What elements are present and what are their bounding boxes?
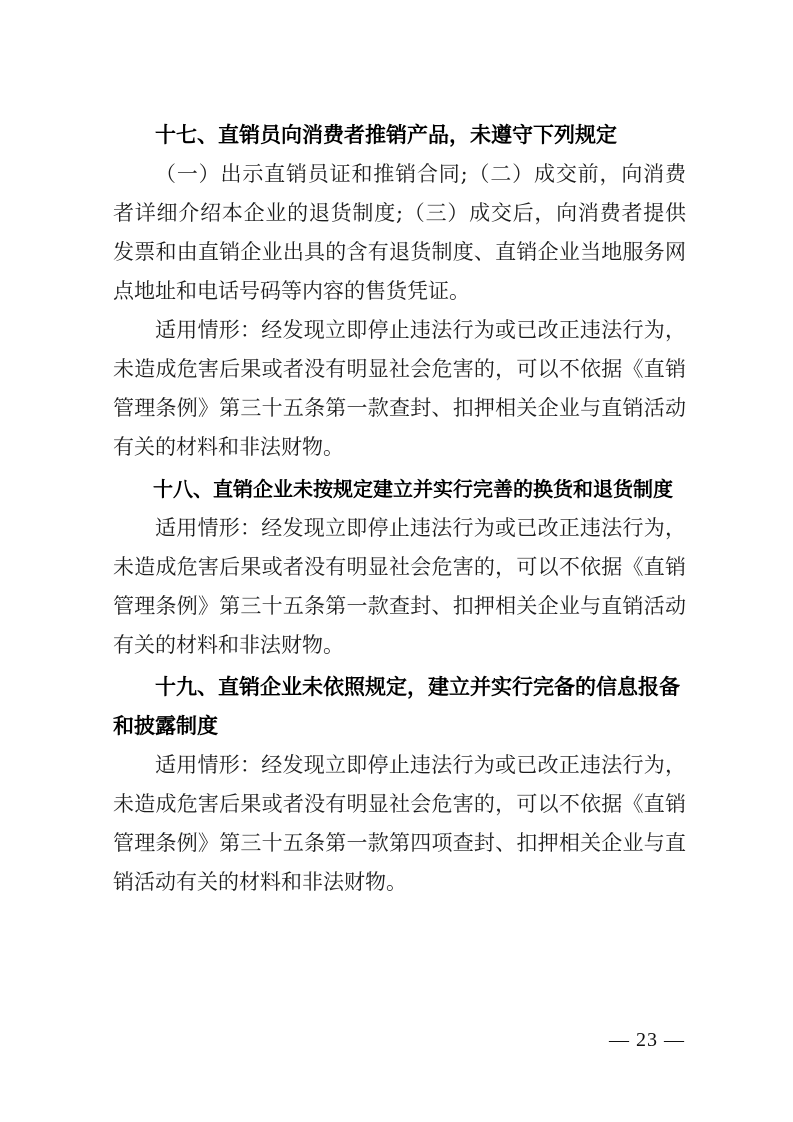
section-19-paragraph-1: 适用情形：经发现立即停止违法行为或已改正违法行为，未造成危害后果或者没有明显社会危害的，可以不依据《直销管理条例》第三十五条第一款第四项查封、扣押相关企业与直销活动有关的材料和非法财物。 [113,753,686,894]
section-19 [113,668,686,902]
section-18-paragraph-1: 适用情形：经发现立即停止违法行为或已改正违法行为，未造成危害后果或者没有明显社会危害的，可以不依据《直销管理条例》第三十五条第一款查封、扣押相关企业与直销活动有关的材料和非法财物。 [113,516,686,657]
page-number: — 23 — [609,1029,685,1051]
section-17-paragraph-2: 适用情形：经发现立即停止违法行为或已改正违法行为，未造成危害后果或者没有明显社会危害的，可以不依据《直销管理条例》第三十五条第一款查封、扣押相关企业与直销活动有关的材料和非法财物。 [113,318,686,459]
section-17 [113,116,686,467]
section-17-heading: 十七、直销员向消费者推销产品，未遵守下列规定 [155,123,617,147]
section-18 [113,470,686,665]
section-17-paragraph-1: （一）出示直销员证和推销合同;（二）成交前，向消费者详细介绍本企业的退货制度;（三）成交后，向消费者提供发票和由直销企业出具的含有退货制度、直销企业当地服务网点地址和电话号码等内容的售货凭证。 [113,162,686,303]
section-18-heading: 十八、直销企业未按规定建立并实行完善的换货和退货制度 [153,477,673,501]
section-19-heading: 十九、直销企业未依照规定，建立并实行完备的信息报备和披露制度 [113,675,680,738]
